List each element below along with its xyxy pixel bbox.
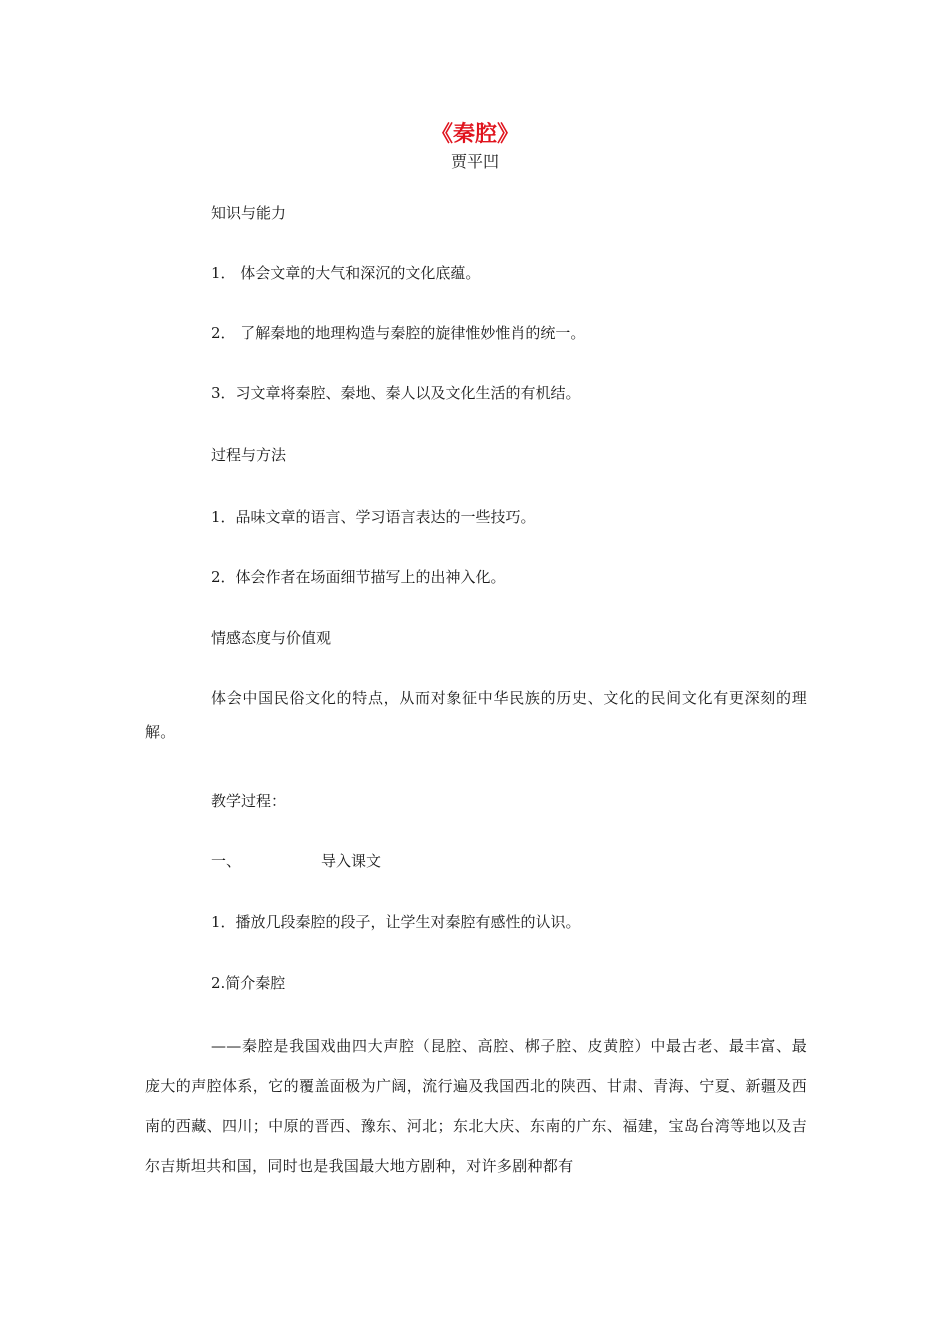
step-item-2: 2.简介秦腔 [211, 974, 286, 992]
heading-teaching-process: 教学过程： [211, 792, 287, 810]
process-item-2: 2．体会作者在场面细节描写上的出神入化。 [211, 568, 506, 586]
knowledge-item-1: 1． 体会文章的大气和深沉的文化底蕴。 [211, 264, 481, 282]
step-one-heading [211, 849, 381, 873]
process-item-1: 1．品味文章的语言、学习语言表达的一些技巧。 [211, 508, 536, 526]
knowledge-item-2: 2． 了解秦地的地理构造与秦腔的旋律惟妙惟肖的统一。 [211, 324, 586, 342]
heading-emotion: 情感态度与价值观 [211, 629, 332, 647]
emotion-paragraph: 体会中国民俗文化的特点，从而对象征中华民族的历史、文化的民间文化有更深刻的理解。 [145, 689, 807, 741]
step-item-1: 1．播放几段秦腔的段子，让学生对秦腔有感性的认识。 [211, 913, 581, 931]
step-one-title: 导入课文 [321, 852, 382, 870]
document-title: 《秦腔》 [430, 122, 519, 147]
step-one-number: 一、 [211, 852, 242, 870]
knowledge-item-3: 3．习文章将秦腔、秦地、秦人以及文化生活的有机结。 [211, 384, 581, 402]
document-author: 贾平凹 [450, 152, 499, 171]
intro-paragraph: ——秦腔是我国戏曲四大声腔（昆腔、高腔、梆子腔、皮黄腔）中最古老、最丰富、最庞大的声腔体系，它的覆盖面极为广阔，流行遍及我国西北的陕西、甘肃、青海、宁夏、新疆及西南的西藏、四川；中原的晋西、豫东、河北；东北大庆、东南的广东、福建，宝岛台湾等地以及吉尔吉斯坦共和国，同时也是我国最大地方剧种，对许多剧种都有 [145, 1037, 807, 1175]
heading-process: 过程与方法 [211, 446, 287, 464]
heading-knowledge: 知识与能力 [211, 204, 287, 222]
